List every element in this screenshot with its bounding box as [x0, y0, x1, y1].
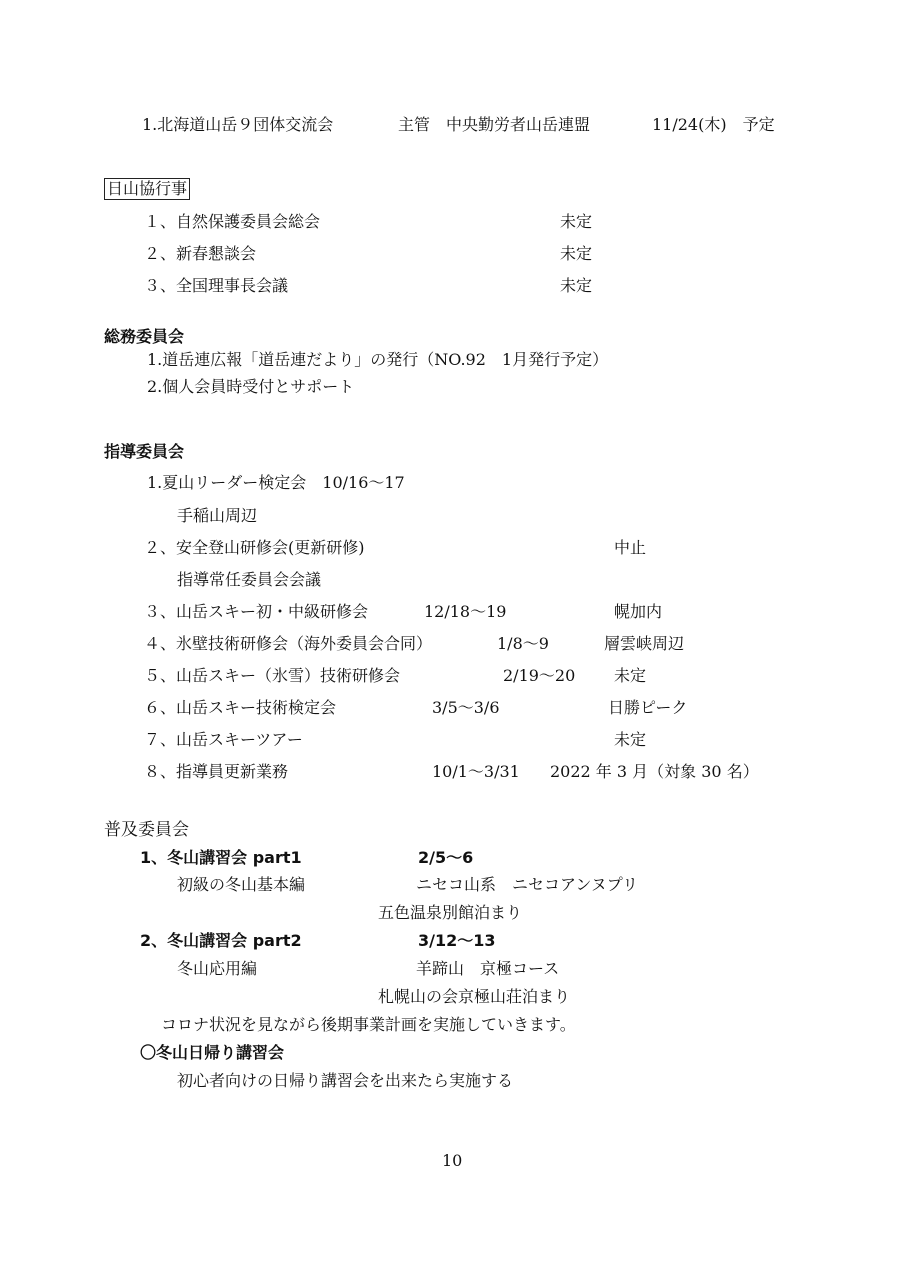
shidou-row-3-place: 幌加内	[614, 602, 663, 621]
nichizankyo-item-2: ２、新春懇談会	[144, 244, 257, 263]
shidou-row-7-label: ７、山岳スキーツアー	[144, 730, 303, 749]
fukyu-part2-course: 冬山応用編	[177, 959, 258, 978]
shidou-item-2-status: 中止	[614, 538, 647, 557]
shidou-row-6-place: 日勝ピーク	[608, 698, 688, 717]
top-host: 主管 中央勤労者山岳連盟	[398, 115, 591, 134]
nichizankyo-item-3: ３、全国理事長会議	[144, 276, 289, 295]
nichizankyo-status-1: 未定	[560, 212, 593, 231]
shidou-item-2: ２、安全登山研修会(更新研修)	[144, 538, 365, 557]
fukyu-part1-date: 2/5～6	[418, 848, 474, 867]
shidou-row-8-date: 10/1～3/31	[432, 762, 520, 781]
fukyu-part1-course: 初級の冬山基本編	[177, 875, 306, 894]
fukyu-part2-place: 羊蹄山 京極コース	[416, 959, 560, 978]
shidou-row-6-label: ６、山岳スキー技術検定会	[144, 698, 337, 717]
nichizankyo-item-1: １、自然保護委員会総会	[144, 212, 321, 231]
shidou-title: 指導委員会	[104, 442, 185, 461]
shidou-row-8-place: 2022 年 3 月（対象 30 名）	[550, 762, 759, 781]
shidou-row-3-date: 12/18～19	[424, 602, 507, 621]
shidou-row-5-date: 2/19～20	[503, 666, 576, 685]
fukyu-dayhike-title: 〇冬山日帰り講習会	[140, 1043, 285, 1062]
shidou-row-3-label: ３、山岳スキー初・中級研修会	[144, 602, 369, 621]
shidou-row-5-label: ５、山岳スキー（氷雪）技術研修会	[144, 666, 401, 685]
fukyu-note: コロナ状況を見ながら後期事業計画を実施していきます。	[161, 1015, 576, 1034]
top-date: 11/24(木) 予定	[652, 115, 775, 134]
fukyu-part2-label: 2、冬山講習会 part2	[140, 931, 302, 950]
nichizankyo-status-2: 未定	[560, 244, 593, 263]
fukyu-part2-date: 3/12～13	[418, 931, 496, 950]
soumu-item-1: 1.道岳連広報「道岳連だより」の発行（NO.92 1月発行予定）	[147, 350, 609, 369]
shidou-row-4-date: 1/8～9	[497, 634, 549, 653]
shidou-row-4-place: 層雲峡周辺	[604, 634, 685, 653]
shidou-row-4-label: ４、氷壁技術研修会（海外委員会合同）	[144, 634, 433, 653]
page-number: 10	[442, 1151, 463, 1170]
fukyu-part1-label: 1、冬山講習会 part1	[140, 848, 302, 867]
shidou-row-5-place: 未定	[614, 666, 647, 685]
top-event: 1.北海道山岳９団体交流会	[142, 115, 334, 134]
fukyu-part2-lodging: 札幌山の会京極山荘泊まり	[378, 987, 571, 1006]
fukyu-part1-place: ニセコ山系 ニセコアンヌプリ	[416, 875, 639, 894]
fukyu-part1-lodging: 五色温泉別館泊まり	[378, 903, 523, 922]
shidou-item-1-sub: 手稲山周辺	[177, 506, 258, 525]
shidou-row-7-place: 未定	[614, 730, 647, 749]
shidou-item-2-sub: 指導常任委員会会議	[177, 570, 322, 589]
nichizankyo-status-3: 未定	[560, 276, 593, 295]
shidou-row-6-date: 3/5～3/6	[432, 698, 500, 717]
fukyu-title: 普及委員会	[104, 820, 189, 840]
fukyu-dayhike-text: 初心者向けの日帰り講習会を出来たら実施する	[177, 1071, 514, 1090]
shidou-row-8-label: ８、指導員更新業務	[144, 762, 289, 781]
soumu-title: 総務委員会	[104, 327, 185, 346]
nichizankyo-title: 日山協行事	[104, 178, 190, 200]
soumu-item-2: 2.個人会員時受付とサポート	[147, 377, 355, 396]
shidou-item-1: 1.夏山リーダー検定会 10/16～17	[147, 473, 405, 492]
